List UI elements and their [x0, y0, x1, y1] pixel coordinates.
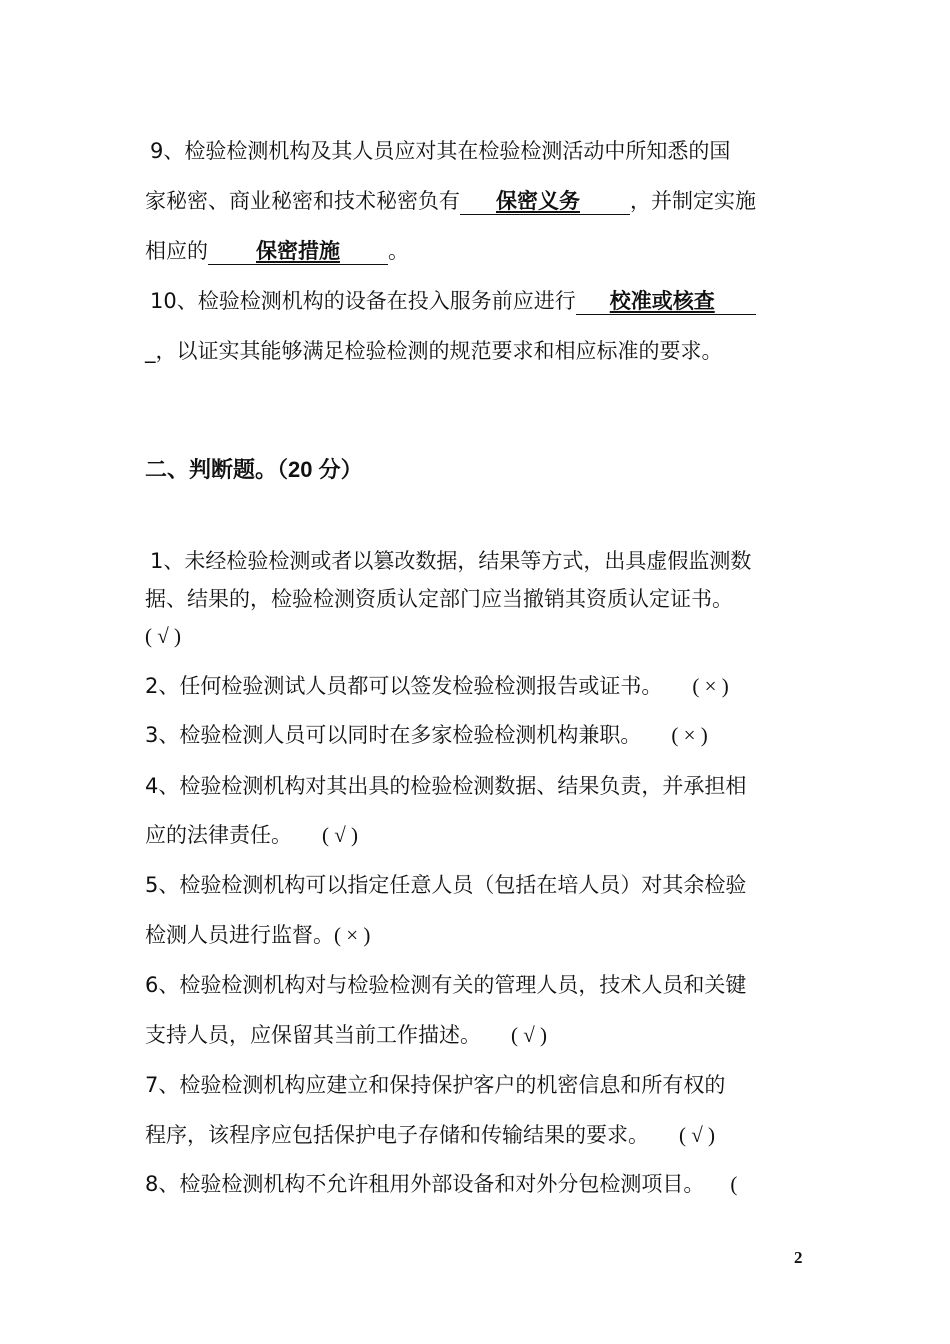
q9-answer-2: 保密措施	[256, 240, 340, 263]
q9-line3-pre: 相应的	[145, 239, 208, 263]
judgment-5-line1: 5、检验检测机构可以指定任意人员（包括在培人员）对其余检验	[145, 873, 747, 897]
judgment-5-line2	[145, 920, 810, 950]
section-2-title: 二、判断题。（20 分）	[145, 457, 363, 482]
judgment-1-mark: ( √ )	[145, 624, 182, 648]
q10-blank	[576, 289, 756, 315]
q10-line2	[145, 336, 810, 366]
judgment-6-text-2: 支持人员，应保留其当前工作描述。	[145, 1023, 481, 1047]
judgment-6-mark: ( √ )	[511, 1023, 548, 1047]
judgment-2-line1	[145, 671, 810, 701]
judgment-2-mark: ( × )	[692, 674, 729, 698]
q9-line3	[145, 236, 810, 266]
q10-line1-pre: 10、检验检测机构的设备在投入服务前应进行	[150, 289, 576, 313]
q10-line1	[150, 286, 815, 316]
q10-line2-pre: _	[145, 339, 156, 363]
judgment-3-mark: ( × )	[671, 723, 708, 747]
judgment-6-line2	[145, 1020, 810, 1050]
q9-answer-1: 保密义务	[496, 190, 580, 213]
judgment-7-line1: 7、检验检测机构应建立和保持保护客户的机密信息和所有权的	[145, 1073, 726, 1097]
q9-line3-post: 。	[388, 239, 409, 263]
judgment-6-line1: 6、检验检测机构对与检验检测有关的管理人员，技术人员和关键	[145, 973, 747, 997]
q9-line2-post: ，并制定实施	[630, 189, 756, 213]
q9-blank-1	[460, 189, 630, 215]
q9-line2-pre: 家秘密、商业秘密和技术秘密负有	[145, 189, 460, 213]
judgment-4-line1: 4、检验检测机构对其出具的检验检测数据、结果负责，并承担相	[145, 774, 747, 798]
judgment-8-text: 8、检验检测机构不允许租用外部设备和对外分包检测项目。	[145, 1172, 705, 1196]
judgment-8-line1	[145, 1169, 810, 1199]
q10-answer: 校准或核查	[609, 290, 715, 313]
judgment-1-mark-line	[145, 621, 810, 651]
judgment-4-text-2: 应的法律责任。	[145, 823, 292, 847]
judgment-7-text-2: 程序，该程序应包括保护电子存储和传输结果的要求。	[145, 1123, 649, 1147]
q9-blank-2	[208, 239, 388, 265]
page-number: 2	[794, 1248, 803, 1267]
judgment-4-line2	[145, 820, 810, 850]
judgment-5-text-2: 检测人员进行监督。	[145, 923, 334, 947]
judgment-1-line1: 1、未经检验检测或者以篡改数据，结果等方式，出具虚假监测数	[150, 549, 752, 573]
q9-line2	[145, 186, 810, 216]
judgment-2-text: 2、任何检验测试人员都可以签发检验检测报告或证书。	[145, 674, 663, 698]
judgment-8-mark: (	[730, 1172, 738, 1196]
judgment-4-mark: ( √ )	[322, 823, 359, 847]
judgment-7-mark: ( √ )	[679, 1123, 716, 1147]
judgment-1-line2: 据、结果的，检验检测资质认定部门应当撤销其资质认定证书。	[145, 587, 733, 611]
judgment-3-line1	[145, 720, 810, 750]
q9-line1: 9、检验检测机构及其人员应对其在检验检测活动中所知悉的国	[150, 139, 731, 163]
judgment-7-line2	[145, 1120, 810, 1150]
judgment-5-mark: ( × )	[334, 923, 371, 947]
q10-line2-post: ，以证实其能够满足检验检测的规范要求和相应标准的要求。	[155, 339, 723, 363]
judgment-3-text: 3、检验检测人员可以同时在多家检验检测机构兼职。	[145, 723, 642, 747]
